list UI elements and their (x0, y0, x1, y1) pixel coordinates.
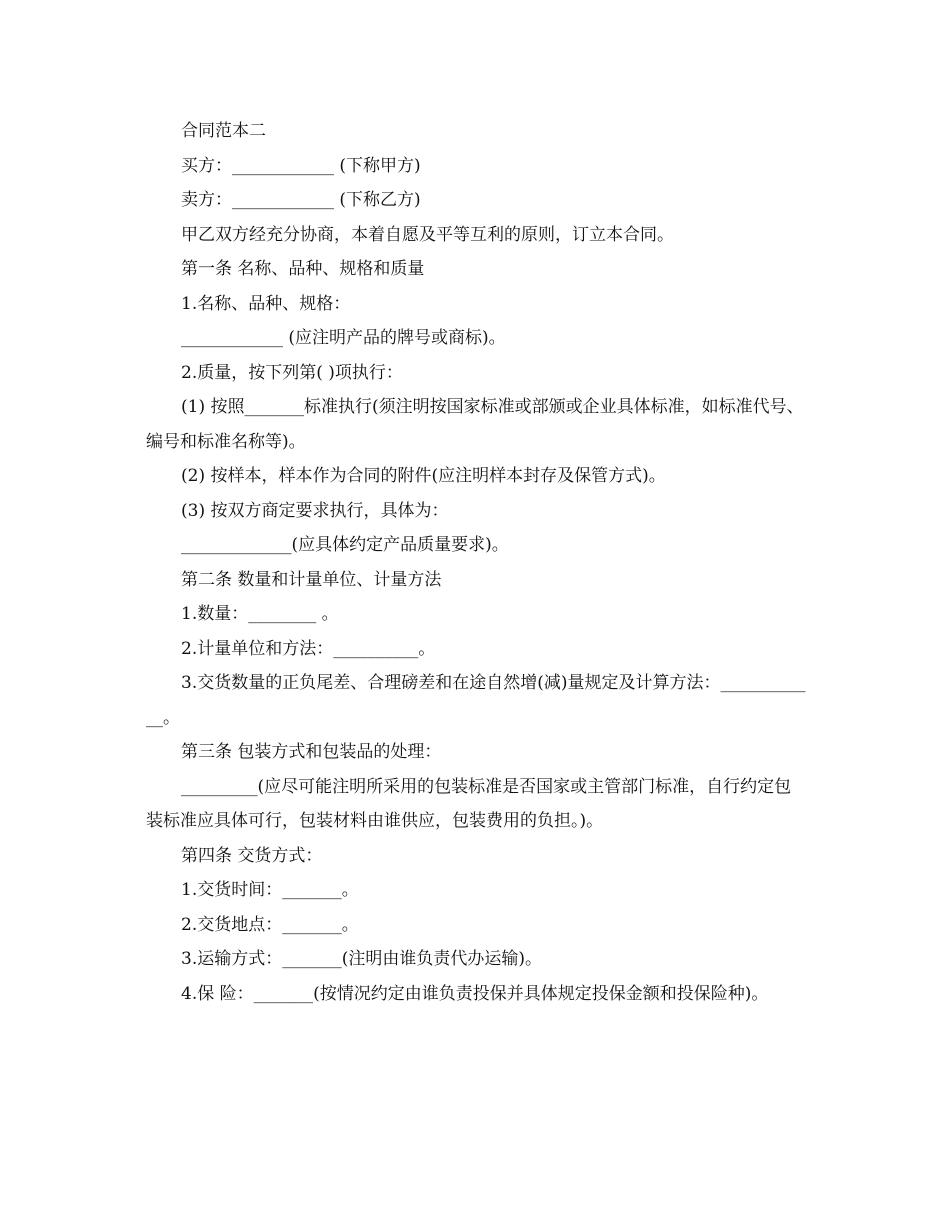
article-4-item-4: 4.保 险：_______(按情况约定由谁负责投保并具体规定投保金额和投保险种)。 (181, 983, 769, 1004)
article-3-heading: 第三条 包装方式和包装品的处理： (181, 742, 442, 762)
article-2-heading: 第二条 数量和计量单位、计量方法 (181, 569, 442, 590)
article-1-option-3-detail: _____________(应具体约定产品质量要求)。 (181, 535, 509, 555)
document-title: 合同范本二 (181, 121, 266, 141)
article-2-item-1: 1.数量：________ 。 (181, 604, 339, 624)
article-1-item-2: 2.质量，按下列第( )项执行： (181, 362, 403, 383)
article-1-heading: 第一条 名称、品种、规格和质量 (181, 259, 425, 279)
preamble: 甲乙双方经充分协商，本着自愿及平等互利的原则，订立本合同。 (181, 224, 674, 245)
seller-line: 卖方：____________ (下称乙方) (181, 190, 421, 210)
article-4-heading: 第四条 交货方式： (181, 845, 323, 866)
article-1-option-2: (2) 按样本，样本作为合同的附件(应注明样本封存及保管方式)。 (181, 466, 666, 486)
article-4-item-1: 1.交货时间：_______。 (181, 880, 359, 900)
article-2-item-2: 2.计量单位和方法：__________。 (181, 638, 436, 659)
article-1-option-3: (3) 按双方商定要求执行，具体为： (181, 500, 449, 521)
article-2-item-3: 3.交货数量的正负尾差、合理磅差和在途自然增(减)量规定及计算方法：____________。 (146, 673, 806, 728)
article-4-item-2: 2.交货地点：_______。 (181, 914, 359, 935)
buyer-line: 买方：____________ (下称甲方) (181, 155, 421, 176)
article-1-option-1: (1) 按照_______标准执行(须注明按国家标准或部颁或企业具体标准，如标准代号、编号和标准名称等)。 (146, 397, 804, 452)
article-1-item-1: 1.名称、品种、规格： (181, 293, 351, 314)
article-1-item-1-detail: ____________ (应注明产品的牌号或商标)。 (181, 328, 506, 348)
article-3-detail: _________(应尽可能注明所采用的包装标准是否国家或主管部门标准，自行约定包装标准应具体可行，包装材料由谁供应，包装费用的负担。)。 (146, 776, 792, 831)
document-body (146, 114, 806, 1011)
article-4-item-3: 3.运输方式：_______(注明由谁负责代办运输)。 (181, 949, 542, 969)
